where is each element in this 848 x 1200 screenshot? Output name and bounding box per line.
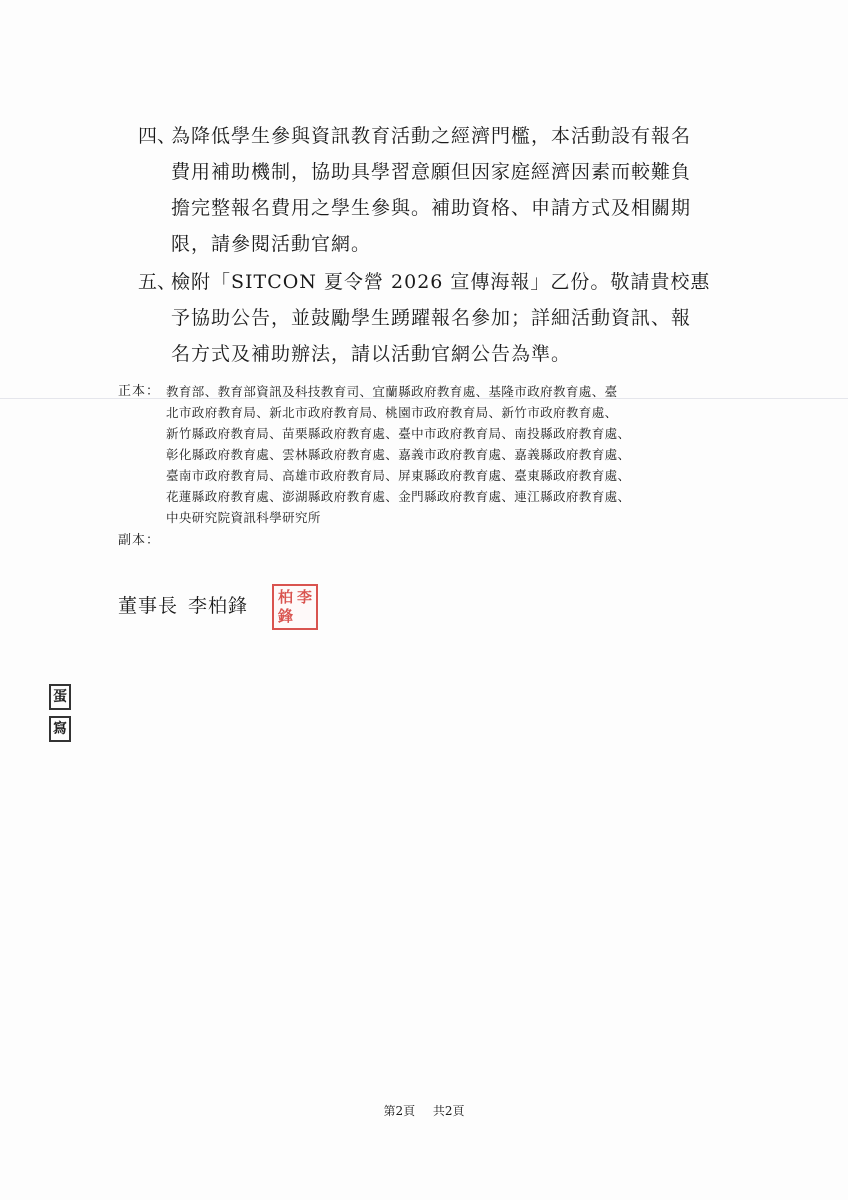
page-number: 第2頁 bbox=[383, 1104, 416, 1118]
item-text bbox=[171, 118, 778, 262]
recipient-line: 彰化縣政府教育處、雲林縣政府教育處、嘉義市政府教育處、嘉義縣政府教育處、 bbox=[166, 447, 631, 462]
item-line: 予協助公告，並鼓勵學生踴躍報名參加；詳細活動資訊、報 bbox=[171, 307, 692, 329]
recipient-line: 臺南市政府教育局、高雄市政府教育局、屏東縣政府教育處、臺東縣政府教育處、 bbox=[166, 468, 631, 483]
item-line: 為降低學生參與資訊教育活動之經濟門檻，本活動設有報名 bbox=[171, 125, 692, 147]
seal-char: 柏 bbox=[277, 588, 293, 606]
page-footer bbox=[0, 1103, 848, 1119]
item-line: 檢附「SITCON 夏令營 2026 宣傳海報」乙份。敬請貴校惠 bbox=[171, 271, 711, 293]
item-5 bbox=[138, 264, 778, 372]
copy-recipients bbox=[118, 530, 758, 551]
numbered-items bbox=[138, 118, 778, 374]
margin-stamp-char: 蛋 bbox=[49, 684, 71, 710]
margin-stamp-char: 寫 bbox=[49, 716, 71, 742]
red-seal-stamp bbox=[272, 584, 318, 630]
binding-margin-stamp bbox=[48, 684, 72, 742]
recipient-line: 花蓮縣政府教育處、澎湖縣政府教育處、金門縣政府教育處、連江縣政府教育處、 bbox=[166, 489, 631, 504]
recipient-line: 北市政府教育局、新北市政府教育局、桃園市政府教育局、新竹市政府教育處、 bbox=[166, 405, 618, 420]
recipient-line: 新竹縣政府教育局、苗栗縣政府教育處、臺中市政府教育局、南投縣政府教育處、 bbox=[166, 426, 631, 441]
seal-char: 鋒 bbox=[277, 607, 293, 625]
copy-label: 副本： bbox=[118, 533, 161, 548]
signatory-name: 李柏鋒 bbox=[188, 595, 249, 617]
seal-char bbox=[295, 607, 314, 626]
item-line: 擔完整報名費用之學生參與。補助資格、申請方式及相關期 bbox=[171, 197, 692, 219]
primary-recipients bbox=[118, 381, 758, 528]
page-total: 共2頁 bbox=[432, 1104, 465, 1118]
item-line: 限，請參閱活動官網。 bbox=[171, 233, 372, 255]
signature-block bbox=[118, 590, 248, 622]
recipient-line: 教育部、教育部資訊及科技教育司、宜蘭縣政府教育處、基隆市政府教育處、臺 bbox=[166, 384, 618, 399]
seal-char: 李 bbox=[296, 588, 312, 606]
signatory-title: 董事長 bbox=[118, 595, 179, 617]
primary-label: 正本： bbox=[118, 384, 161, 399]
recipient-line: 中央研究院資訊科學研究所 bbox=[166, 510, 321, 525]
item-line: 名方式及補助辦法，請以活動官網公告為準。 bbox=[171, 343, 572, 365]
primary-recipient-lines bbox=[166, 381, 758, 528]
item-4 bbox=[138, 118, 778, 262]
distribution-list bbox=[118, 381, 758, 551]
item-line: 費用補助機制，協助具學習意願但因家庭經濟因素而較難負 bbox=[171, 161, 692, 183]
item-text bbox=[171, 264, 778, 372]
item-number: 五、 bbox=[138, 271, 177, 293]
item-number: 四、 bbox=[138, 125, 177, 147]
